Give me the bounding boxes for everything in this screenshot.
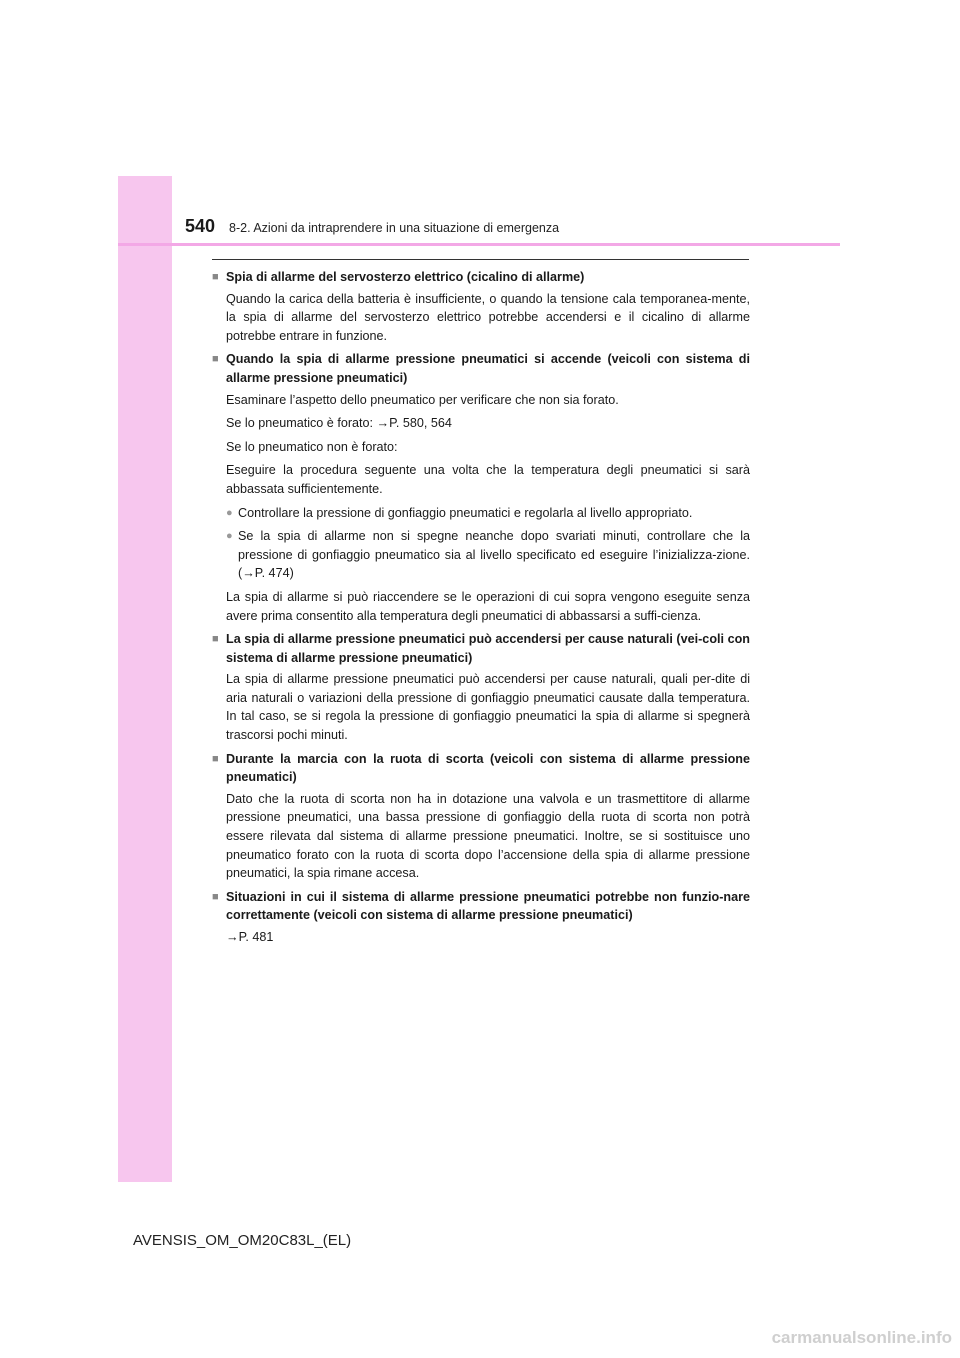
section-heading: ■ Quando la spia di allarme pressione pneumatici si accende (veicoli con sistema di allarme pressione pneumatici): [212, 350, 750, 387]
section-heading: ■ Spia di allarme del servosterzo elettrico (cicalino di allarme): [212, 268, 750, 287]
paragraph: Eseguire la procedura seguente una volta che la temperatura degli pneumatici si sarà abbassata sufficientemente.: [226, 463, 750, 496]
section-eps-warning: [212, 268, 750, 345]
section-heading: ■ Situazioni in cui il sistema di allarme pressione pneumatici potrebbe non funzio-nare correttamente (veicoli con sistema di allarme pressione pneumatici): [212, 888, 750, 925]
square-bullet-icon: ■: [212, 752, 219, 765]
paragraph: Quando la carica della batteria è insufficiente, o quando la tensione cala temporanea-mente, la spia di allarme del servosterzo elettrico potrebbe accendersi e il cicalino di allarme potrebbe entrare in funzione.: [226, 291, 750, 343]
list-item: ● Controllare la pressione di gonfiaggio pneumatici e regolarla al livello appropriato.: [226, 504, 750, 523]
paragraph-page-reference: →P. 481: [226, 930, 274, 944]
paragraph: La spia di allarme si può riaccendere se le operazioni di cui sopra vengono eseguite senza avere prima consentito alla temperatura degli pneumatici di abbassarsi a suffi-cienza.: [226, 589, 750, 623]
section-title: 8-2. Azioni da intraprendere in una situazione di emergenza: [229, 221, 560, 235]
paragraph: Esaminare l’aspetto dello pneumatico per verificare che non sia forato.: [226, 392, 619, 407]
square-bullet-icon: ■: [212, 271, 219, 283]
paragraph-page-reference: Se lo pneumatico è forato: →P. 580, 564: [226, 416, 452, 431]
content-top-rule: [212, 259, 749, 260]
circle-bullet-icon: ●: [226, 506, 233, 519]
square-bullet-icon: ■: [212, 353, 219, 366]
watermark: carmanualsonline.info: [771, 1328, 952, 1347]
paragraph: La spia di allarme pressione pneumatici può accendersi per cause naturali, quali per-dite di aria naturali o variazioni della pressione di gonfiaggio pneumatici causate dalla temperatura. In tal caso, se si regola la pressione di gonfiaggio pneumatici la spia di allarme si spegnerà trascorsi pochi minuti.: [226, 672, 750, 743]
square-bullet-icon: ■: [212, 633, 219, 646]
page-number: 540: [185, 216, 216, 236]
circle-bullet-icon: ●: [226, 530, 233, 543]
section-tire-pressure-light: [212, 350, 750, 625]
main-content: [212, 268, 750, 952]
document-code: AVENSIS_OM_OM20C83L_(EL): [133, 1232, 352, 1249]
header: [118, 176, 840, 246]
list-item: ● Se la spia di allarme non si spegne neanche dopo svariati minuti, controllare che la pressione di gonfiaggio pneumatico sia al livello specificato ed eseguire l’inizializza-zione. (→P. 474): [226, 527, 750, 583]
square-bullet-icon: ■: [212, 890, 219, 903]
section-natural-causes: [212, 630, 750, 745]
paragraph: Dato che la ruota di scorta non ha in dotazione una valvola e un trasmettitore di allarme pressione pneumatici, una bassa pressione di gonfiaggio della ruota di scorta non potrà essere rilevata dal sistema di allarme pressione pneumatici. Inoltre, se si sostituisce uno pneumatico forato con la ruota di scorta dopo l’accensione della spia di allarme pressione pneumatici, la spia rimane accesa.: [226, 791, 750, 881]
header-rule: [118, 243, 840, 246]
section-system-malfunction: [212, 888, 750, 947]
side-tab-band: [118, 176, 172, 1182]
section-spare-tire: [212, 750, 750, 883]
paragraph: Se lo pneumatico non è forato:: [226, 439, 398, 454]
section-heading: ■ La spia di allarme pressione pneumatici può accendersi per cause naturali (vei-coli con sistema di allarme pressione pneumatici): [212, 630, 750, 667]
section-heading: ■ Durante la marcia con la ruota di scorta (veicoli con sistema di allarme pressione pneumatici): [212, 750, 750, 787]
